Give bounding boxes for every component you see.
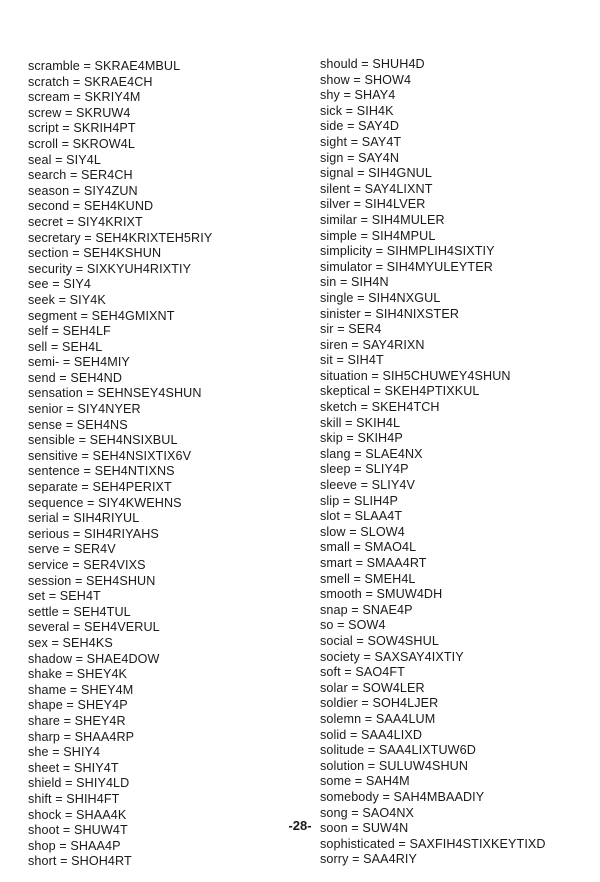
dictionary-entry: sensitive = SEH4NSIXTIX6V — [28, 448, 192, 463]
dictionary-entry: slang = SLAE4NX — [320, 446, 423, 461]
dictionary-entry: sensation = SEHNSEY4SHUN — [28, 386, 202, 401]
right-column — [320, 57, 546, 868]
dictionary-entry: single = SIH4NXGUL — [320, 290, 441, 305]
dictionary-entry: send = SEH4ND — [28, 370, 123, 385]
dictionary-entry: soldier = SOH4LJER — [320, 696, 439, 711]
dictionary-entry: security = SIXKYUH4RIXTIY — [28, 261, 192, 276]
dictionary-entry: skip = SKIH4P — [320, 431, 403, 446]
dictionary-entry: sketch = SKEH4TCH — [320, 400, 440, 415]
dictionary-entry: sorry = SAA4RIY — [320, 852, 418, 867]
dictionary-entry: season = SIY4ZUN — [28, 183, 138, 198]
dictionary-entry: sin = SIH4N — [320, 275, 389, 290]
dictionary-entry: silver = SIH4LVER — [320, 197, 426, 212]
dictionary-entry: senior = SIY4NYER — [28, 402, 141, 417]
dictionary-entry: shock = SHAA4K — [28, 807, 127, 822]
dictionary-entry: simple = SIH4MPUL — [320, 228, 436, 243]
dictionary-entry: sentence = SEH4NTIXNS — [28, 464, 175, 479]
dictionary-entry: sick = SIH4K — [320, 103, 394, 118]
dictionary-entry: screw = SKRUW4 — [28, 105, 131, 120]
dictionary-entry: sleep = SLIY4P — [320, 462, 409, 477]
dictionary-entry: sir = SER4 — [320, 322, 382, 337]
dictionary-entry: shield = SHIY4LD — [28, 776, 130, 791]
dictionary-entry: sex = SEH4KS — [28, 635, 113, 650]
dictionary-entry: script = SKRIH4PT — [28, 121, 136, 136]
dictionary-entry: section = SEH4KSHUN — [28, 246, 162, 261]
dictionary-entry: sit = SIH4T — [320, 353, 384, 368]
dictionary-entry: signal = SIH4GNUL — [320, 166, 432, 181]
dictionary-entry: see = SIY4 — [28, 277, 91, 292]
dictionary-entry: scratch = SKRAE4CH — [28, 74, 153, 89]
dictionary-entry: solid = SAA4LIXD — [320, 727, 423, 742]
dictionary-entry: semi- = SEH4MIY — [28, 355, 130, 370]
dictionary-entry: smart = SMAA4RT — [320, 556, 427, 570]
dictionary-entry: siren = SAY4RIXN — [320, 337, 425, 352]
dictionary-entry: similar = SIH4MULER — [320, 212, 445, 227]
dictionary-entry: shame = SHEY4M — [28, 682, 134, 697]
dictionary-entry: shy = SHAY4 — [320, 88, 396, 103]
dictionary-entry: soon = SUW4N — [320, 821, 409, 836]
page-number: -28- — [288, 818, 312, 833]
dictionary-entry: should = SHUH4D — [320, 57, 425, 71]
dictionary-entry: simplicity = SIHMPLIH4SIXTIY — [320, 244, 495, 259]
dictionary-entry: sheet = SHIY4T — [28, 760, 119, 775]
dictionary-entry: show = SHOW4 — [320, 72, 412, 87]
dictionary-entry: skill = SKIH4L — [320, 415, 401, 430]
dictionary-entry: sell = SEH4L — [28, 339, 103, 354]
dictionary-entry: second = SEH4KUND — [28, 199, 154, 214]
dictionary-entry: serial = SIH4RIYUL — [28, 511, 140, 526]
dictionary-entry: shadow = SHAE4DOW — [28, 651, 160, 666]
dictionary-entry: short = SHOH4RT — [28, 854, 132, 869]
dictionary-entry: some = SAH4M — [320, 774, 410, 789]
dictionary-entry: serve = SER4V — [28, 542, 116, 557]
dictionary-entry: self = SEH4LF — [28, 324, 111, 339]
dictionary-entry: separate = SEH4PERIXT — [28, 480, 172, 495]
dictionary-entry: share = SHEY4R — [28, 713, 126, 728]
dictionary-entry: sinister = SIH4NIXSTER — [320, 306, 460, 321]
dictionary-entry: smooth = SMUW4DH — [320, 587, 443, 602]
dictionary-entry: shop = SHAA4P — [28, 838, 121, 853]
dictionary-entry: solitude = SAA4LIXTUW6D — [320, 743, 476, 758]
dictionary-entry: sequence = SIY4KWEHNS — [28, 495, 182, 510]
dictionary-entry: shift = SHIH4FT — [28, 791, 120, 806]
dictionary-entry: shake = SHEY4K — [28, 667, 128, 682]
dictionary-entry: service = SER4VIXS — [28, 558, 146, 572]
dictionary-entry: shape = SHEY4P — [28, 698, 128, 713]
dictionary-entry: sharp = SHAA4RP — [28, 729, 135, 744]
dictionary-entry: secret = SIY4KRIXT — [28, 214, 143, 229]
dictionary-entry: smell = SMEH4L — [320, 571, 416, 586]
dictionary-entry: song = SAO4NX — [320, 805, 415, 820]
dictionary-entry: somebody = SAH4MBAADIY — [320, 789, 485, 804]
dictionary-entry: seek = SIY4K — [28, 292, 106, 307]
dictionary-entry: several = SEH4VERUL — [28, 620, 160, 635]
dictionary-entry: scream = SKRIY4M — [28, 90, 141, 105]
dictionary-entry: solution = SULUW4SHUN — [320, 758, 469, 773]
dictionary-entry: slip = SLIH4P — [320, 493, 398, 508]
dictionary-entry: simulator = SIH4MYULEYTER — [320, 259, 493, 274]
dictionary-entry: solemn = SAA4LUM — [320, 711, 436, 726]
dictionary-entry: solar = SOW4LER — [320, 680, 425, 695]
dictionary-entry: small = SMAO4L — [320, 540, 417, 555]
dictionary-entry: silent = SAY4LIXNT — [320, 181, 433, 196]
dictionary-entry: seal = SIY4L — [28, 152, 101, 167]
dictionary-entry: set = SEH4T — [28, 589, 101, 604]
dictionary-entry: segment = SEH4GMIXNT — [28, 308, 175, 323]
dictionary-entry: side = SAY4D — [320, 119, 400, 134]
dictionary-entry: sight = SAY4T — [320, 134, 402, 149]
dictionary-entry: slot = SLAA4T — [320, 509, 403, 524]
dictionary-entry: skeptical = SKEH4PTIXKUL — [320, 384, 480, 399]
dictionary-entry: snap = SNAE4P — [320, 602, 413, 617]
dictionary-entry: secretary = SEH4KRIXTEH5RIY — [28, 230, 213, 245]
dictionary-entry: sign = SAY4N — [320, 150, 400, 165]
dictionary-entry: scroll = SKROW4L — [28, 136, 135, 151]
dictionary-entry: sleeve = SLIY4V — [320, 478, 415, 493]
dictionary-entry: slow = SLOW4 — [320, 524, 405, 539]
dictionary-entry: society = SAXSAY4IXTIY — [320, 649, 464, 664]
dictionary-entry: shoot = SHUW4T — [28, 823, 128, 838]
dictionary-entry: so = SOW4 — [320, 618, 386, 633]
dictionary-entry: search = SER4CH — [28, 168, 133, 183]
left-column — [28, 59, 212, 870]
dictionary-entry: soft = SAO4FT — [320, 665, 405, 680]
dictionary-entry: sophisticated = SAXFIH4STIXKEYTIXD — [320, 836, 546, 851]
dictionary-entry: sensible = SEH4NSIXBUL — [28, 433, 178, 448]
dictionary-entry: situation = SIH5CHUWEY4SHUN — [320, 368, 511, 383]
dictionary-entry: sense = SEH4NS — [28, 417, 128, 432]
dictionary-entry: she = SHIY4 — [28, 745, 101, 760]
dictionary-entry: settle = SEH4TUL — [28, 604, 131, 619]
dictionary-entry: scramble = SKRAE4MBUL — [28, 59, 181, 73]
dictionary-entry: serious = SIH4RIYAHS — [28, 526, 159, 541]
dictionary-entry: session = SEH4SHUN — [28, 573, 156, 588]
dictionary-entry: social = SOW4SHUL — [320, 633, 439, 648]
